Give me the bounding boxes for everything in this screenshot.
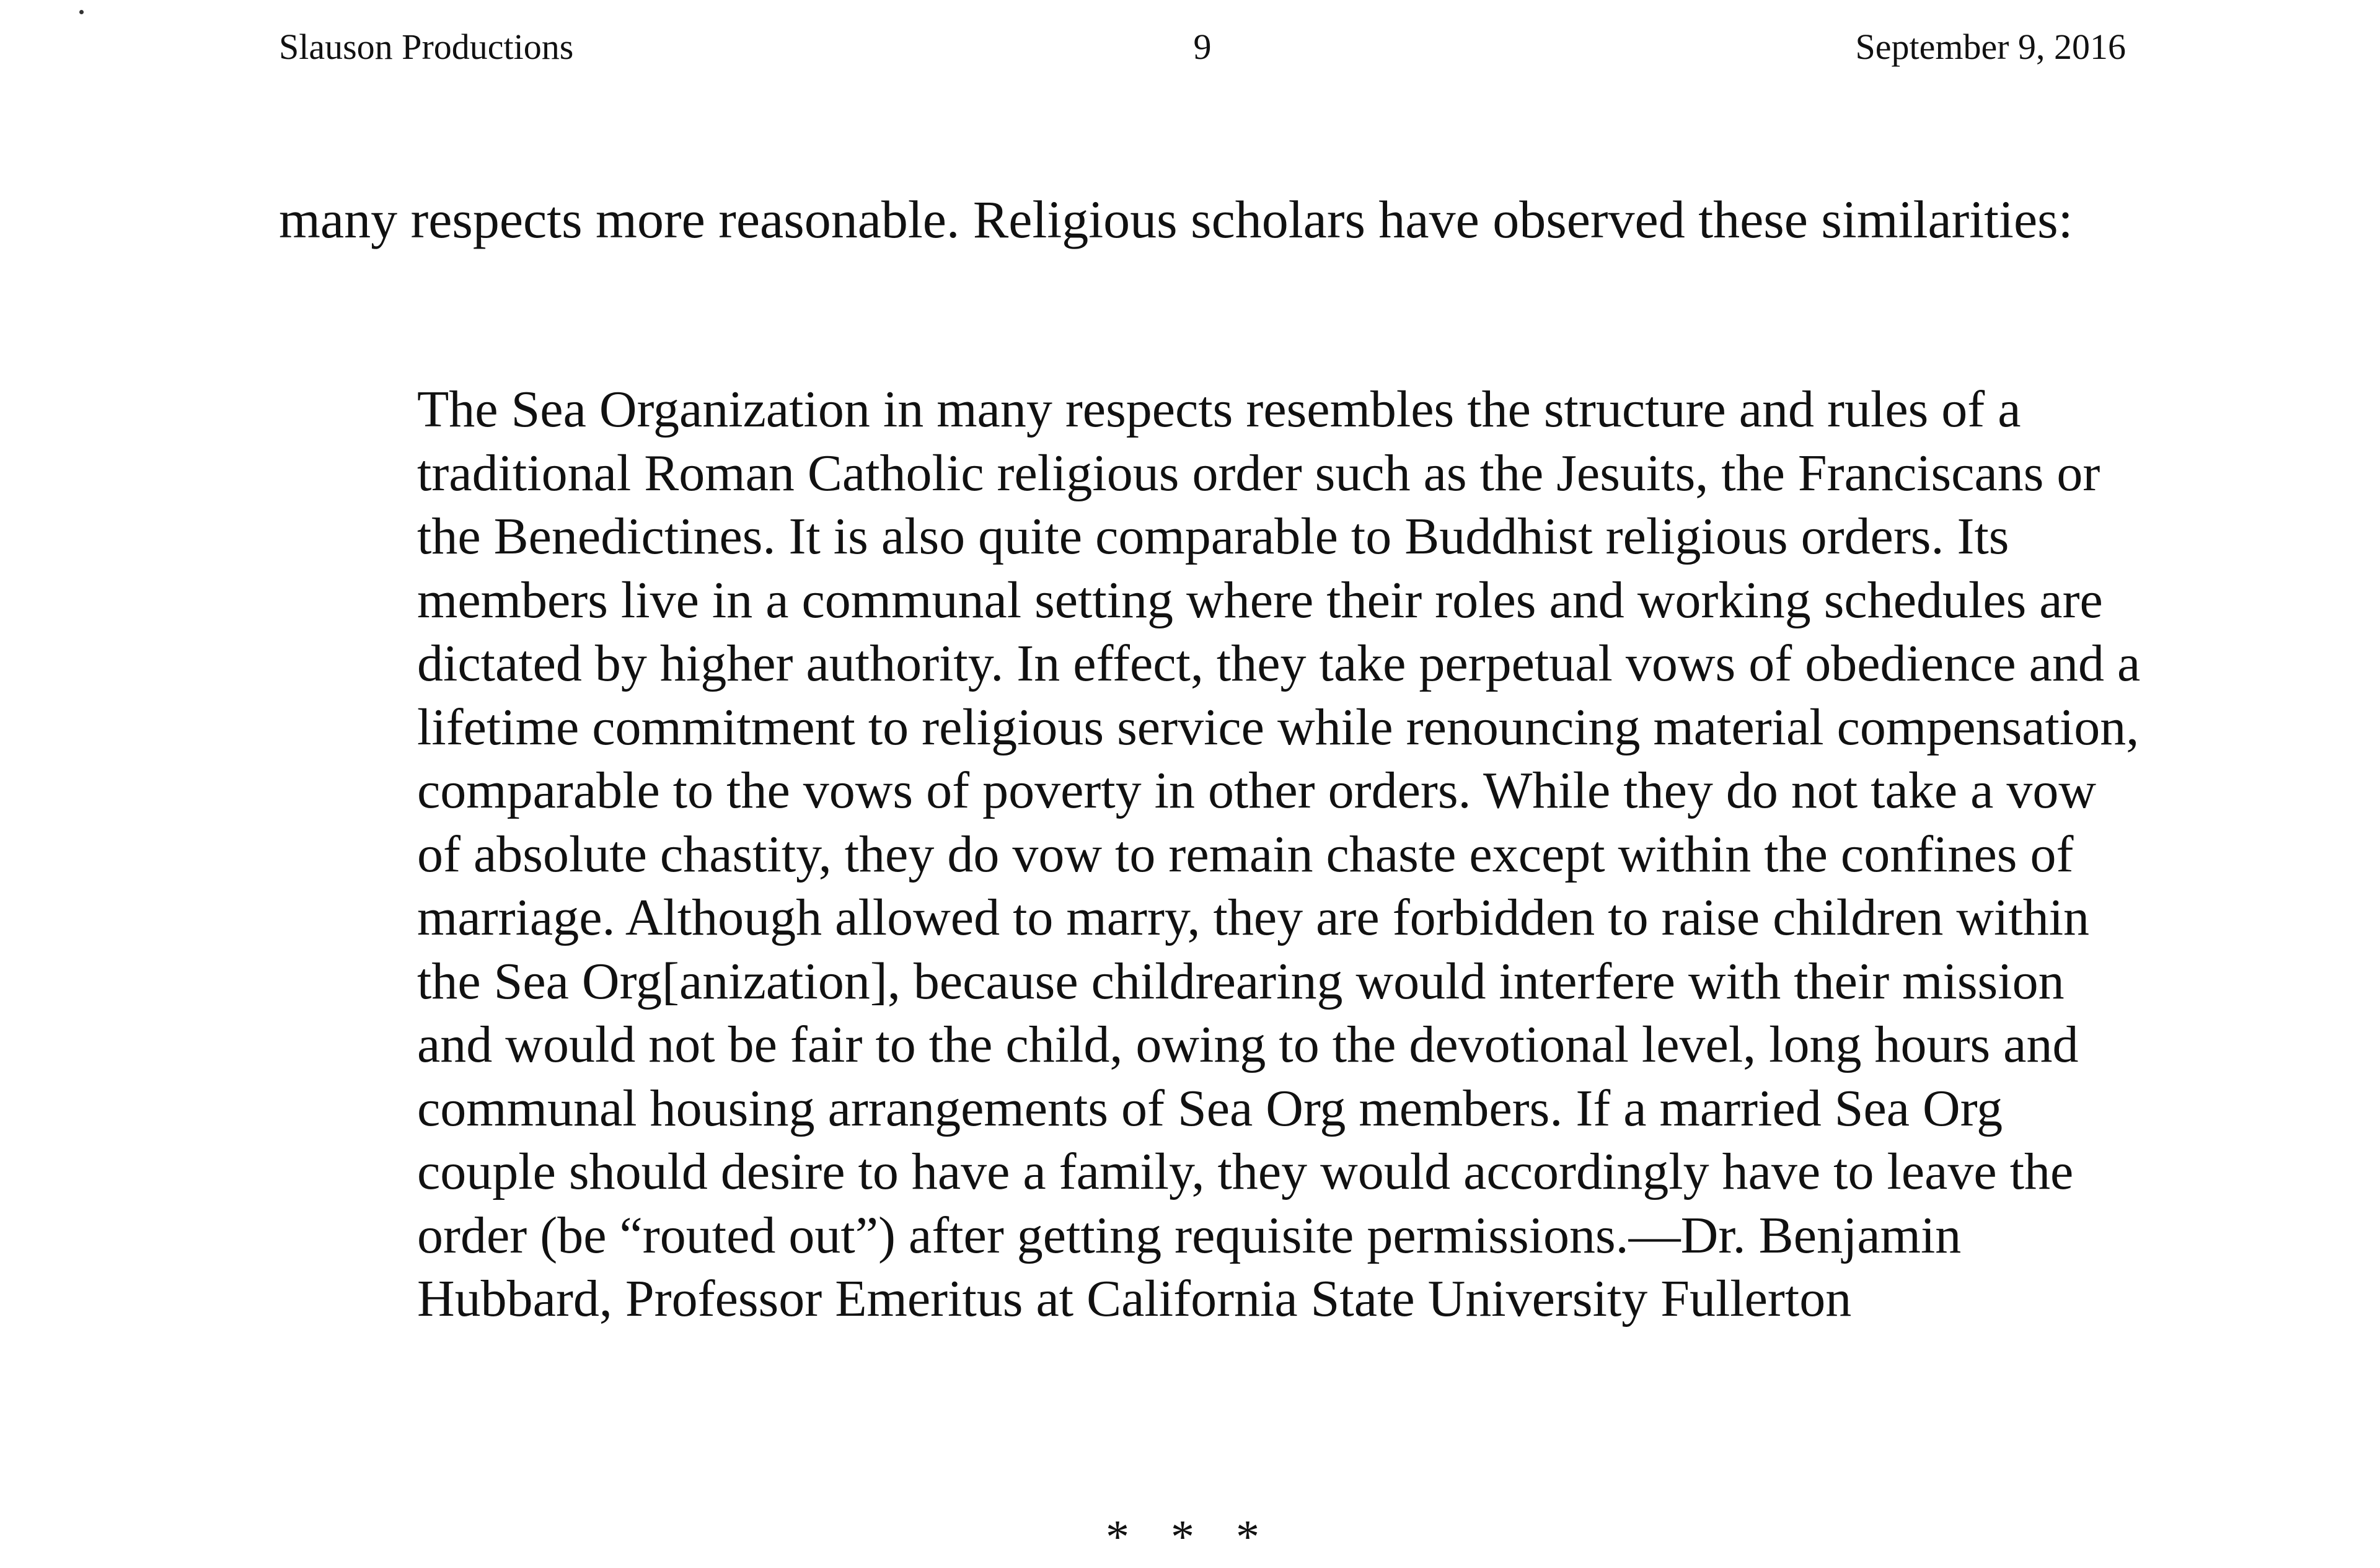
section-separator: * * * — [1106, 1511, 1274, 1563]
header-date: September 9, 2016 — [1855, 27, 2126, 67]
page-number: 9 — [1193, 27, 1212, 67]
page-header — [279, 22, 2126, 72]
intro-paragraph: many respects more reasonable. Religious scholars have observed these similarities: — [279, 190, 2073, 249]
block-quote: The Sea Organization in many respects resembles the structure and rules of a traditional Roman Catholic religious order such as the Jesuits, the Franciscans or the Benedictines. It is also quite comparable to Buddhist religious orders. Its members live in a communal setting where their roles and working schedules are dictated by higher authority. In effect, they take perpetual vows of obedience and a lifetime commitment to religious service while renouncing material compensation, comparable to the vows of poverty in other orders. While they do not take a vow of absolute chastity, they do vow to remain chaste except within the confines of marriage. Although allowed to marry, they are forbidden to raise children within the Sea Org[anization], because childrearing would interfere with their mission and would not be fair to the child, owing to the devotional level, long hours and communal housing arrangements of Sea Org members. If a married Sea Org couple should desire to have a family, they would accordingly have to leave the order (be “routed out”) after getting requisite permissions.—Dr. Benjamin Hubbard, Professor Emeritus at California State University Fullerton — [417, 381, 2141, 1328]
stray-dot-mark — [79, 10, 84, 14]
header-company: Slauson Productions — [279, 27, 574, 67]
